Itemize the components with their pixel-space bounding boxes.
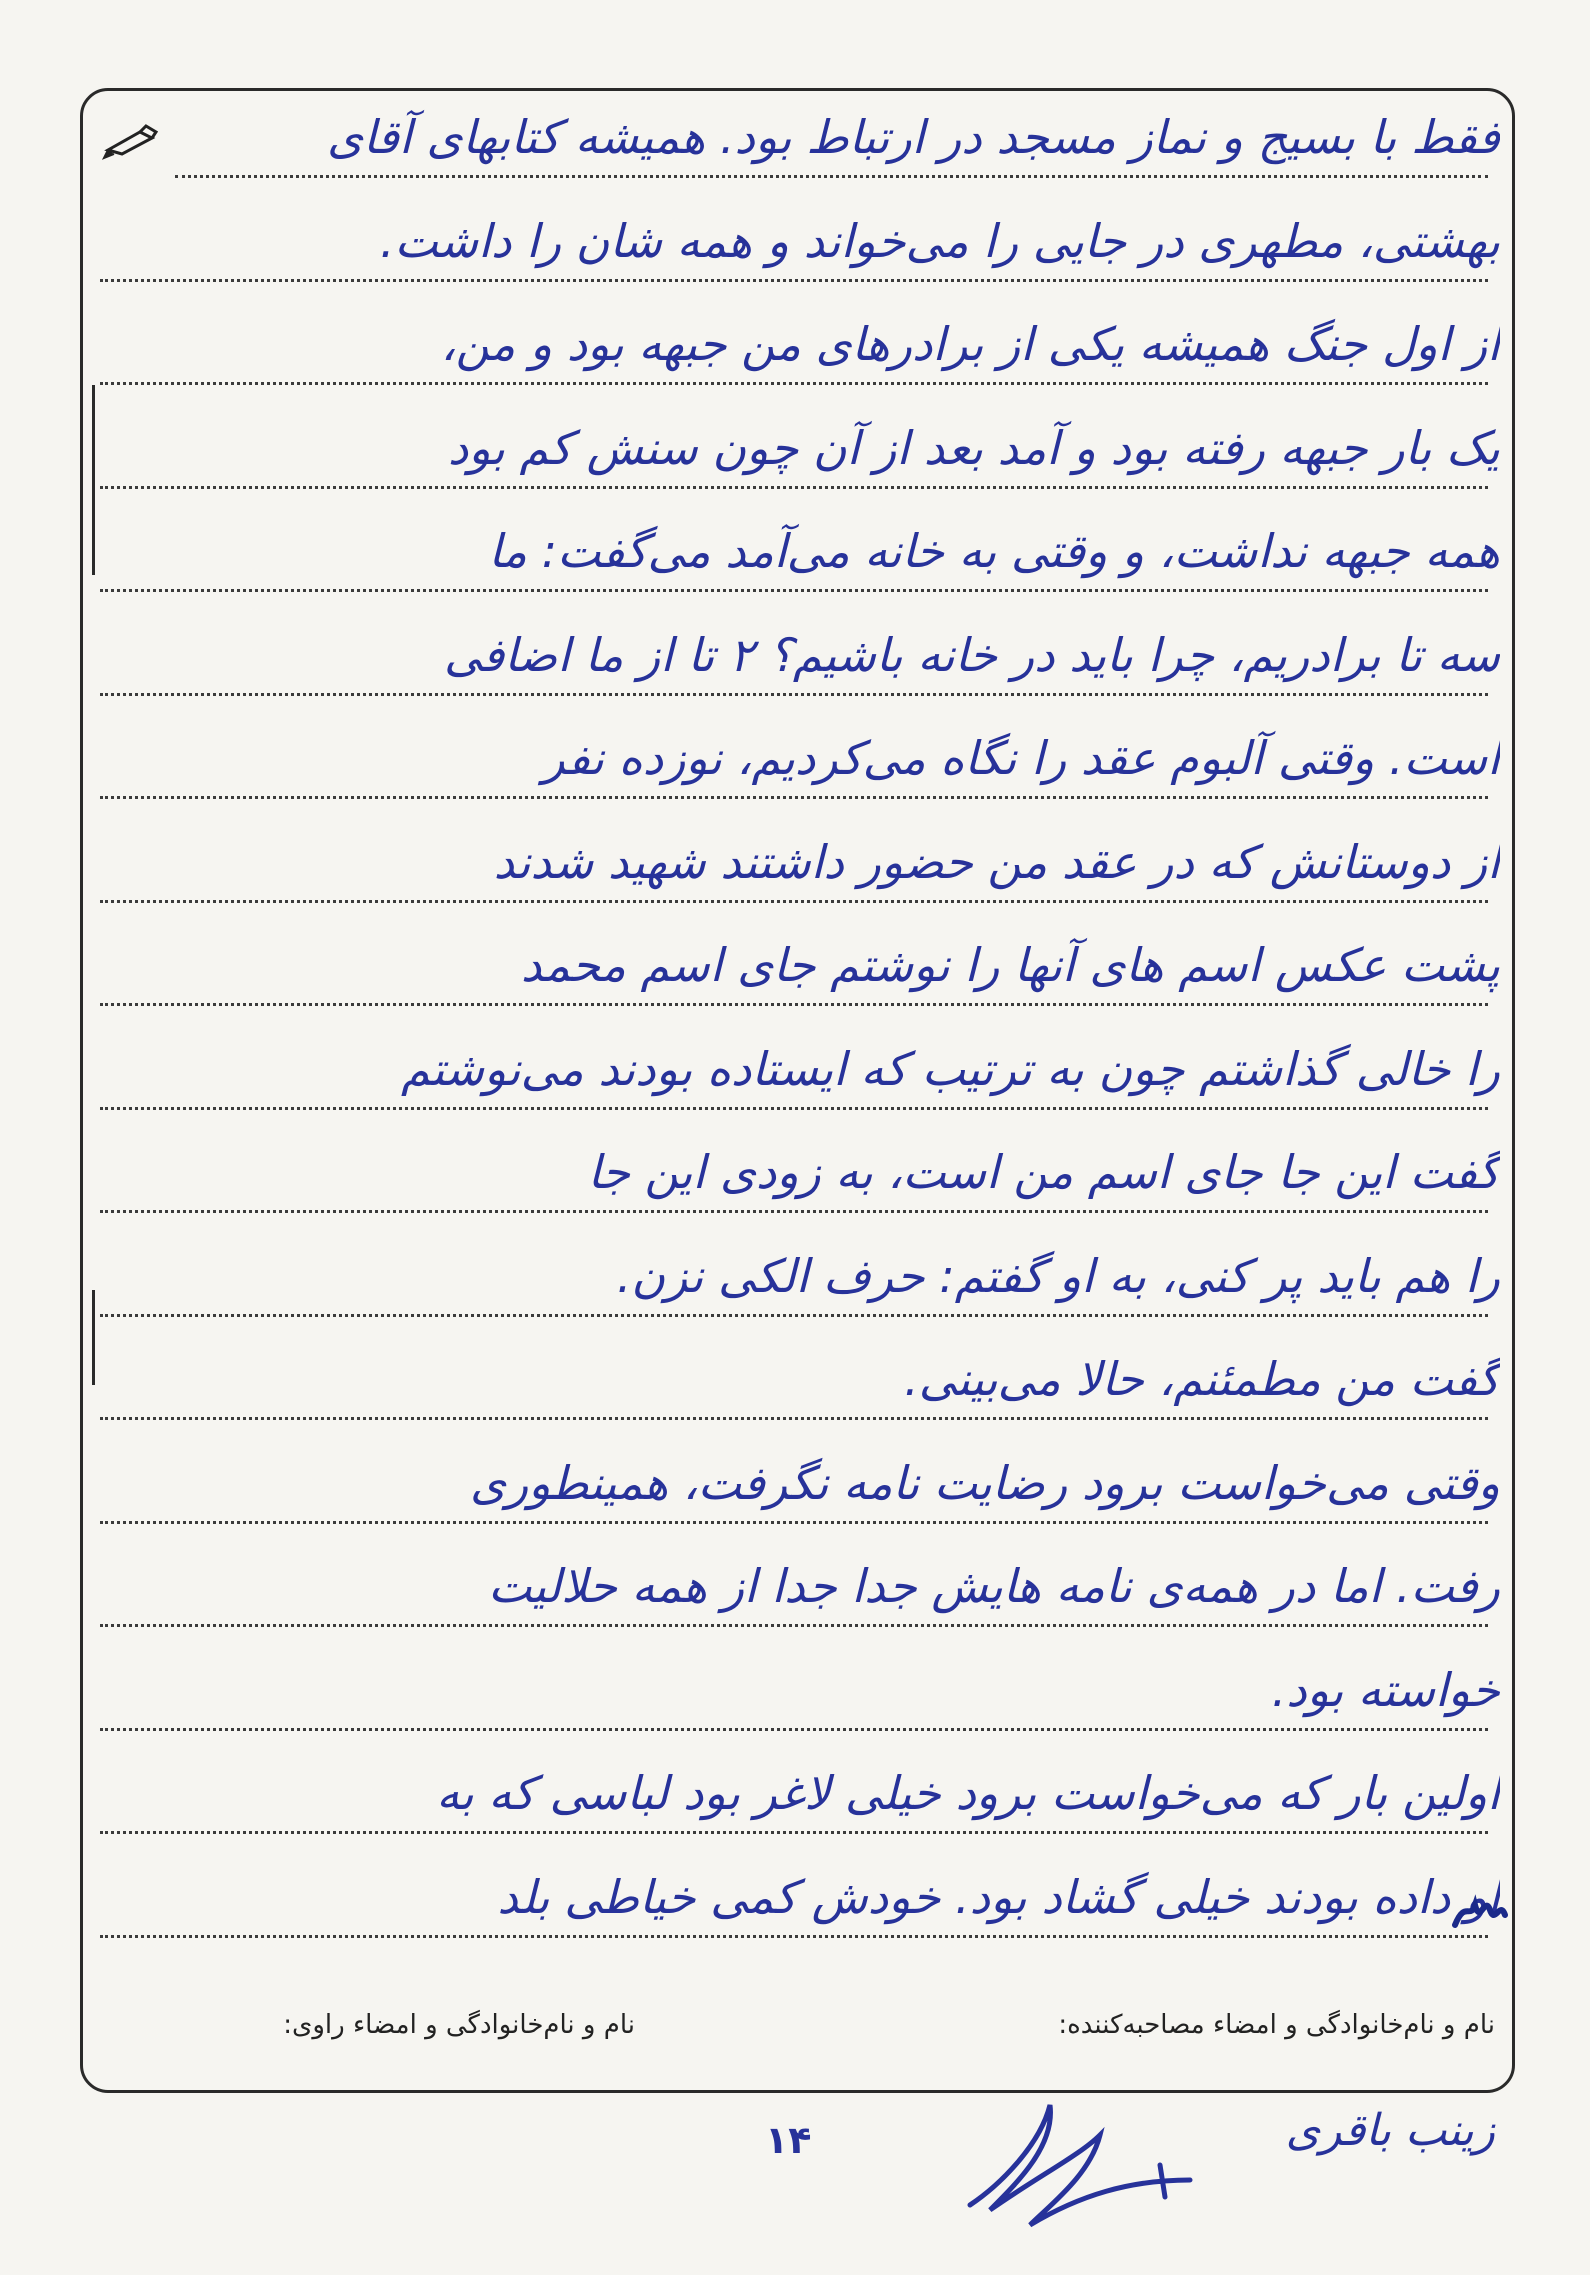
dotted-rule bbox=[100, 486, 1488, 489]
handwritten-line: اولین بار که می‌خواست برود خیلی لاغر بود لباسی که به bbox=[436, 1766, 1500, 1820]
signature bbox=[930, 2085, 1220, 2235]
handwritten-line: را هم باید پر کنی، به او گفتم: حرف الکی نزن. bbox=[616, 1248, 1500, 1303]
interviewer-signature-label: نام و نام‌خانوادگی و امضاء مصاحبه‌کننده: bbox=[1058, 2010, 1495, 2040]
handwritten-line: از اول جنگ همیشه یکی از برادرهای من جبهه بود و من، bbox=[440, 317, 1500, 371]
dotted-rule bbox=[100, 1728, 1488, 1731]
handwritten-line: را خالی گذاشتم چون به ترتیب که ایستاده بودند می‌نوشتم bbox=[401, 1041, 1500, 1096]
dotted-rule bbox=[100, 693, 1488, 696]
page-number: ۱۴ bbox=[765, 2118, 812, 2162]
dotted-rule bbox=[100, 1831, 1488, 1834]
dotted-rule bbox=[100, 1107, 1488, 1110]
handwritten-line: فقط با بسیج و نماز مسجد در ارتباط بود. همیشه کتابهای آقای bbox=[327, 110, 1500, 164]
dotted-rule bbox=[100, 900, 1488, 903]
handwritten-line: است. وقتی آلبوم عقد را نگاه می‌کردیم، نوزده نفر bbox=[542, 731, 1500, 785]
dotted-rule bbox=[100, 1624, 1488, 1627]
dotted-rule bbox=[100, 796, 1488, 799]
handwritten-line: پشت عکس اسم های آنها را نوشتم جای اسم محمد bbox=[520, 938, 1500, 992]
dotted-rule bbox=[100, 1417, 1488, 1420]
handwritten-line: گفت این جا جای اسم من است، به زودی این جا bbox=[587, 1145, 1500, 1199]
narrator-name: زینب باقری bbox=[1285, 2105, 1495, 2156]
dotted-rule bbox=[100, 1210, 1488, 1213]
initials-mark bbox=[1450, 1880, 1510, 1935]
dotted-rule bbox=[100, 279, 1488, 282]
handwritten-line: از دوستانش که در عقد من حضور داشتند شهید شدند bbox=[493, 834, 1500, 889]
handwritten-line: همه جبهه نداشت، و وقتی به خانه می‌آمد می‌گفت: ما bbox=[488, 524, 1500, 578]
handwritten-line: وقتی می‌خواست برود رضایت نامه نگرفت، همینطوری bbox=[469, 1455, 1500, 1510]
dotted-rule bbox=[100, 1314, 1488, 1317]
dotted-rule bbox=[100, 382, 1488, 385]
dotted-rule bbox=[100, 1003, 1488, 1006]
handwritten-line: سه تا برادریم، چرا باید در خانه باشیم؟ ۲ تا از ما اضافی bbox=[443, 627, 1500, 682]
handwritten-line: رفت. اما در همه‌ی نامه هایش جدا جدا از همه حلالیت bbox=[488, 1559, 1500, 1613]
handwritten-line: خواسته بود. bbox=[1271, 1662, 1500, 1717]
dotted-rule bbox=[100, 589, 1488, 592]
dotted-rule bbox=[100, 1521, 1488, 1524]
handwritten-line: یک بار جبهه رفته بود و آمد بعد از آن چون سنش کم بود bbox=[447, 420, 1500, 475]
handwritten-line: بهشتی، مطهری در جایی را می‌خواند و همه شان را داشت. bbox=[379, 213, 1500, 268]
dotted-rule bbox=[175, 175, 1488, 178]
handwritten-line: او داده بودند خیلی گشاد بود. خودش کمی خیاطی بلد bbox=[497, 1869, 1500, 1924]
narrator-signature-label: نام و نام‌خانوادگی و امضاء راوی: bbox=[283, 2010, 635, 2040]
signature-labels bbox=[120, 2010, 1495, 2050]
dotted-rule bbox=[100, 1935, 1488, 1938]
handwritten-line: گفت من مطمئنم، حالا می‌بینی. bbox=[904, 1352, 1500, 1406]
